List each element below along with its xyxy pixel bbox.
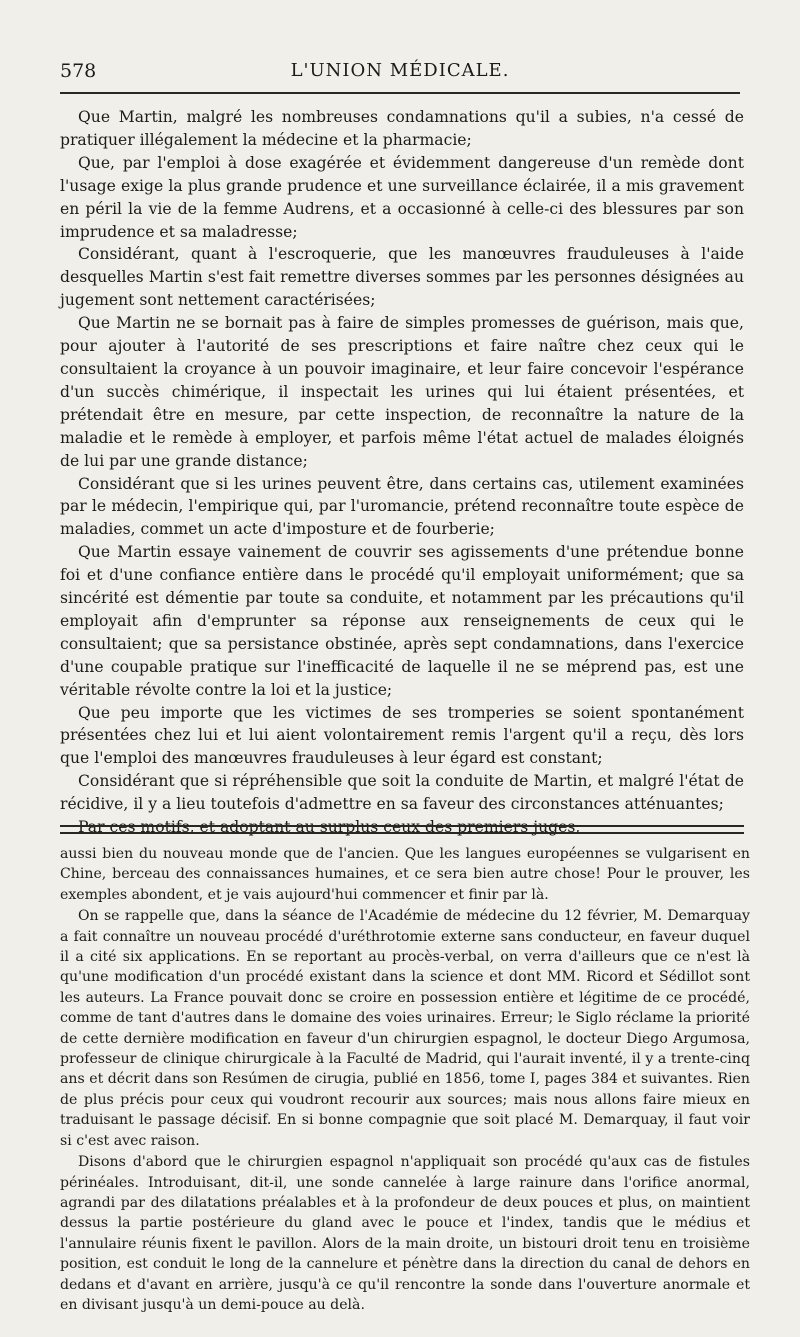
page-number: 578 <box>60 60 97 82</box>
main-paragraph: Par ces motifs, et adoptant au surplus ceux des premiers juges, <box>78 818 581 837</box>
running-title: L'UNION MÉDICALE. <box>290 60 510 81</box>
main-text-column <box>60 106 744 839</box>
feuilleton-paragraph: Disons d'abord que le chirurgien espagnol n'appliquait son procédé qu'aux cas de fistules périnéales. Introduisant, dit-il, une sonde cannelée à large rainure dans l'orifice anormal, agrandi par des dilatations préalables et à la profondeur de deux pouces et plus, on maintient dessus la partie postérieure du gland avec le pouce et l'index, tandis que le médius et l'annulaire réunis fixent le pavillon. Alors de la main droite, un bistouri droit tenu en troisième position, est conduit le long de la cannelure et pénètre dans la direction du canal de dehors en dedans et d'avant en arrière, jusqu'à ce qu'il rencontre la sonde dans l'ouverture anormale et en divisant jusqu'à un demi-pouce au delà. <box>60 1154 750 1313</box>
feuilleton-divider <box>60 825 744 834</box>
feuilleton-paragraph: On se rappelle que, dans la séance de l'Académie de médecine du 12 février, M. Demarquay a fait connaître un nouveau procédé d'uréthrotomie externe sans conducteur, en faveur duquel il a cité six applications. En se reportant au procès-verbal, on verra d'ailleurs que ce n'est là qu'une modification d'un procédé existant dans la science et dont MM. Ricord et Sédillot sont les auteurs. La France pouvait donc se croire en possession entière et légitime de ce procédé, comme de tant d'autres dans le domaine des voies urinaires. Erreur; le Siglo réclame la priorité de cette dernière modification en faveur d'un chirurgien espagnol, le docteur Diego Argumosa, professeur de clinique chirurgicale à la Faculté de Madrid, qui l'aurait inventé, il y a trente-cinq ans et décrit dans son Resúmen de cirugia, publié en 1856, tome I, pages 384 et suivantes. Rien de plus précis pour ceux qui voudront recourir aux sources; mais nous allons faire mieux en traduisant le passage décisif. En si bonne compagnie que soit placé M. Demarquay, il faut voir si c'est avec raison. <box>60 908 750 1149</box>
main-paragraph: Considérant que si les urines peuvent être, dans certains cas, utilement examinées par le médecin, l'empirique qui, par l'uromancie, prétend reconnaître toute espèce de maladies, commet un acte d'imposture et de fourberie; <box>60 474 744 539</box>
main-paragraph: Considérant, quant à l'escroquerie, que les manœuvres frauduleuses à l'aide desquelles Martin s'est fait remettre diverses sommes par les personnes désignées au jugement sont nettement caractérisées; <box>60 245 744 310</box>
feuilleton-paragraph: aussi bien du nouveau monde que de l'ancien. Que les langues européennes se vulgarisent en Chine, berceau des connaissances humaines, et ce sera bien autre chose! Pour le prouver, les exemples abondent, et je vais aujourd'hui commencer et finir par là. <box>60 846 750 903</box>
header-rule <box>60 92 740 94</box>
main-paragraph: Que Martin essaye vainement de couvrir ses agissements d'une prétendue bonne foi et d'une confiance entière dans le procédé qu'il employait uniformément; que sa sincérité est démentie par toute sa conduite, et notamment par les précautions qu'il employait afin d'emprunter sa réponse aux renseignements de ceux qui le consultaient; que sa persistance obstinée, après sept condamnations, dans l'exercice d'une coupable pratique sur l'inefficacité de laquelle il ne se méprend pas, est une véritable révolte contre la loi et la justice; <box>60 543 744 699</box>
main-paragraph: Que Martin, malgré les nombreuses condamnations qu'il a subies, n'a cessé de pratiquer illégalement la médecine et la pharmacie; <box>60 108 744 149</box>
main-paragraph: Que Martin ne se bornait pas à faire de simples promesses de guérison, mais que, pour ajouter à l'autorité de ses prescriptions et faire naître chez ceux qui le consultaient la croyance à un pouvoir imaginaire, et leur faire concevoir l'espérance d'un succès chimérique, il inspectait les urines qui lui étaient présentées, et prétendait être en mesure, par cette inspection, de reconnaître la nature de la maladie et le remède à employer, et parfois même l'état actuel de malades éloignés de lui par une grande distance; <box>60 314 744 470</box>
feuilleton-column <box>60 844 750 1315</box>
main-paragraph: Que peu importe que les victimes de ses tromperies se soient spontanément présentées chez lui et lui aient volontairement remis l'argent qu'il a reçu, dès lors que l'emploi des manœuvres frauduleuses à leur égard est constant; <box>60 703 744 768</box>
main-paragraph: Considérant que si répréhensible que soit la conduite de Martin, et malgré l'état de récidive, il y a lieu toutefois d'admettre en sa faveur des circonstances atténuantes; <box>60 772 744 814</box>
page-header <box>60 56 740 86</box>
main-paragraph: Que, par l'emploi à dose exagérée et évidemment dangereuse d'un remède dont l'usage exige la plus grande prudence et une surveillance éclairée, il a mis gravement en péril la vie de la femme Audrens, et a occasionné à celle-ci des blessures par son imprudence et sa maladresse; <box>60 153 744 241</box>
